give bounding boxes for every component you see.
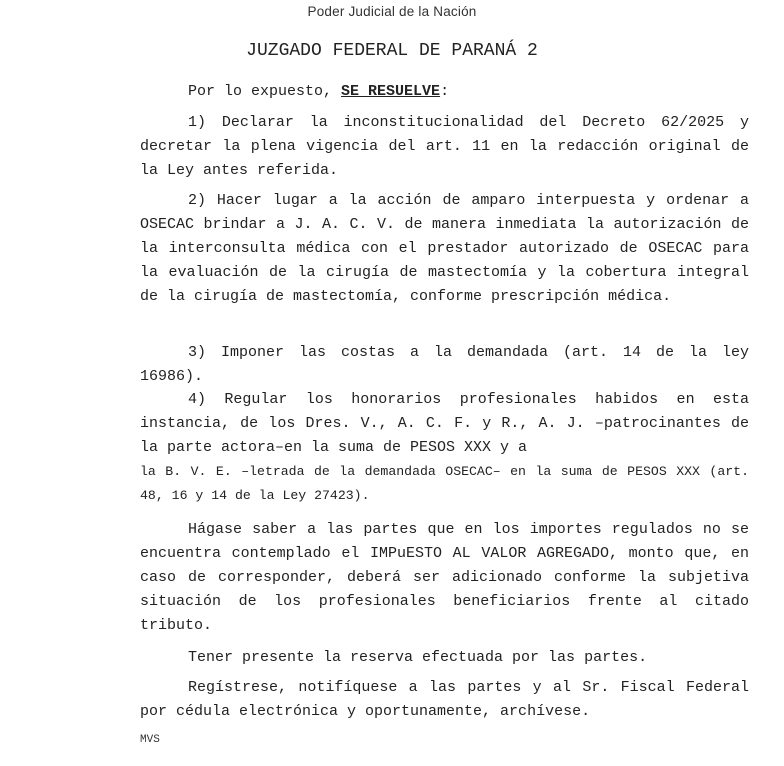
resolution-intro — [140, 80, 749, 104]
resolution-item-4-continued: la B. V. E. –letrada de la demandada OSECAC– en la suma de PESOS XXX (art. 48, 16 y 14 de la Ley 27423). — [140, 464, 749, 503]
reserve-note: Tener presente la reserva efectuada por las partes. — [188, 649, 648, 666]
resolution-item-1: 1) Declarar la inconstitucionalidad del Decreto 62/2025 y decretar la plena vigencia del art. 11 en la redacción original de la Ley antes referida. — [140, 114, 749, 179]
resolution-item-3: 3) Imponer las costas a la demandada (art. 14 de la ley 16986). — [140, 344, 749, 385]
resolution-item-4: 4) Regular los honorarios profesionales habidos en esta instancia, de los Dres. V., A. C. F. y R., A. J. –patrocinantes de la parte actora–en la suma de PESOS XXX y a — [140, 391, 749, 456]
intro-suffix: : — [440, 83, 450, 100]
clerk-initials: MVS — [140, 734, 160, 746]
se-resuelve-label: SE RESUELVE — [341, 83, 441, 100]
court-title: JUZGADO FEDERAL DE PARANÁ 2 — [246, 41, 538, 61]
resolution-item-2: 2) Hacer lugar a la acción de amparo interpuesta y ordenar a OSECAC brindar a J. A. C. V. de manera inmediata la autorización de la interconsulta médica con el prestador autorizado de OSECAC para la evaluación de la cirugía de mastectomía y la cobertura integral de la cirugía de mastectomía, conforme prescripción médica. — [140, 192, 749, 305]
intro-prefix: Por lo expuesto, — [188, 83, 342, 100]
institution-header: Poder Judicial de la Nación — [307, 4, 477, 19]
closing-order: Regístrese, notifíquese a las partes y al Sr. Fiscal Federal por cédula electrónica y oportunamente, archívese. — [140, 679, 749, 720]
tax-note: Hágase saber a las partes que en los importes regulados no se encuentra contemplado el IMPuESTO AL VALOR AGREGADO, monto que, en caso de corresponder, deberá ser adicionado conforme la subjetiva situación de los profesionales beneficiarios frente al citado tributo. — [140, 521, 749, 634]
